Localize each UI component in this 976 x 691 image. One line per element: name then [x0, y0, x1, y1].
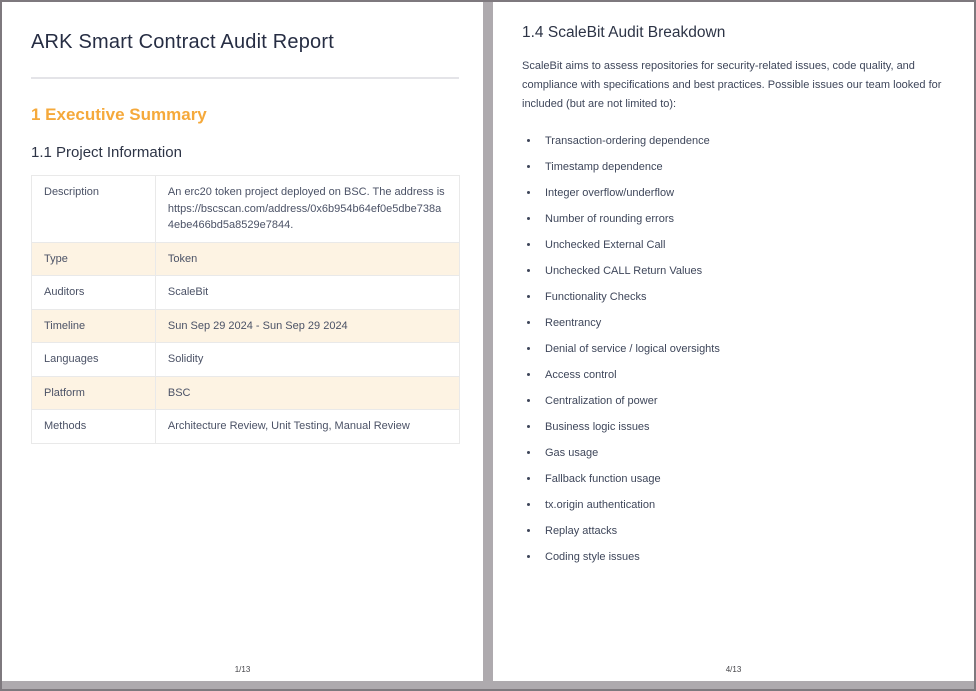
subsection-heading-project-information: 1.1 Project Information [31, 144, 182, 161]
audit-breakdown-intro: ScaleBit aims to assess repositories for security-related issues, code quality, and compliance with specifications and best practices. Possible issues our team looked for included (but are not limited to): [522, 60, 942, 110]
audit-checklist-item: • Centralization of power [540, 395, 944, 409]
audit-checklist-item: • Coding style issues [540, 551, 944, 565]
table-row-label: Description [32, 176, 156, 243]
table-row-label: Timeline [32, 309, 156, 343]
table-row-label: Languages [32, 343, 156, 377]
table-row-value: Sun Sep 29 2024 - Sun Sep 29 2024 [155, 309, 459, 343]
title-divider [31, 77, 459, 79]
audit-checklist-item: • Timestamp dependence [540, 161, 944, 175]
table-row-value: Token [155, 242, 459, 276]
audit-checklist [522, 135, 944, 566]
audit-checklist-item: • tx.origin authentication [540, 499, 944, 513]
table-row-label: Auditors [32, 276, 156, 310]
audit-checklist-item: • Reentrancy [540, 317, 944, 331]
report-page-1 [2, 2, 483, 681]
table-row [32, 410, 460, 444]
table-row-label: Type [32, 242, 156, 276]
table-row [32, 376, 460, 410]
table-row [32, 343, 460, 377]
audit-checklist-item: • Functionality Checks [540, 291, 944, 305]
project-information-table [31, 175, 460, 444]
table-row [32, 276, 460, 310]
page-number: 4/13 [725, 665, 742, 674]
audit-checklist-item: • Unchecked External Call [540, 239, 944, 253]
table-row-value: ScaleBit [155, 276, 459, 310]
audit-checklist-item: • Number of rounding errors [540, 213, 944, 227]
audit-checklist-item: • Denial of service / logical oversights [540, 343, 944, 357]
table-row-value: Solidity [155, 343, 459, 377]
table-row [32, 309, 460, 343]
audit-checklist-item: • Transaction-ordering dependence [540, 135, 944, 149]
table-row-label: Platform [32, 376, 156, 410]
report-title: ARK Smart Contract Audit Report [31, 31, 334, 53]
table-row-value: An erc20 token project deployed on BSC. The address is https://bscscan.com/address/0x6b954b64ef0e5dbe738a4ebe466bd5a8529e7844. [155, 176, 459, 243]
table-row [32, 242, 460, 276]
section-heading-executive-summary: 1 Executive Summary [31, 105, 207, 124]
audit-checklist-item: • Gas usage [540, 447, 944, 461]
page-number: 1/13 [234, 665, 251, 674]
table-row-label: Methods [32, 410, 156, 444]
audit-checklist-item: • Integer overflow/underflow [540, 187, 944, 201]
audit-checklist-item: • Access control [540, 369, 944, 383]
audit-checklist-item: • Unchecked CALL Return Values [540, 265, 944, 279]
report-page-4 [493, 2, 974, 681]
table-row-value: Architecture Review, Unit Testing, Manual Review [155, 410, 459, 444]
section-heading-audit-breakdown: 1.4 ScaleBit Audit Breakdown [522, 24, 726, 41]
audit-checklist-item: • Replay attacks [540, 525, 944, 539]
table-row-value: BSC [155, 376, 459, 410]
audit-checklist-item: • Business logic issues [540, 421, 944, 435]
table-row [32, 176, 460, 243]
audit-checklist-item: • Fallback function usage [540, 473, 944, 487]
